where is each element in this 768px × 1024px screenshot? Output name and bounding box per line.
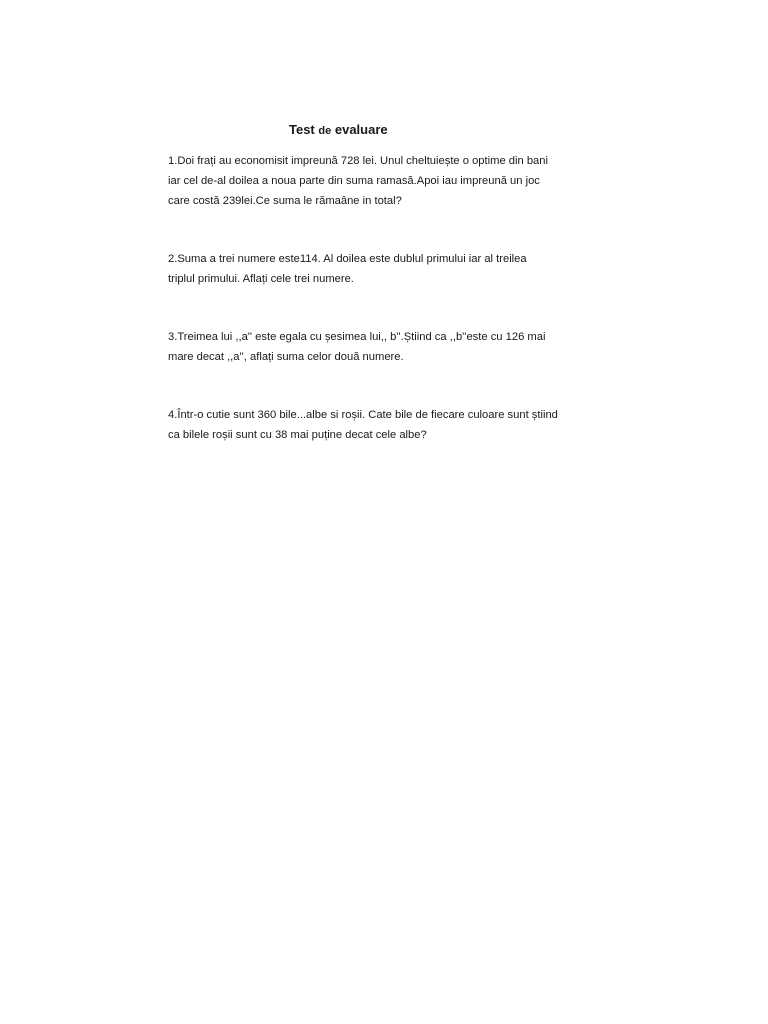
problem-3-line-2: mare decat ,,a'', aflați suma celor două numere.: [168, 351, 404, 363]
problem-3-line-1: 3.Treimea lui ,,a'' este egala cu șesimea lui,, b''.Știind ca ,,b''este cu 126 mai: [168, 331, 546, 343]
problem-2: [168, 249, 618, 289]
title-word-de: de: [318, 125, 332, 137]
problem-1-line-2: iar cel de-al doilea a noua parte din suma ramasă.Apoi iau impreună un joc: [168, 175, 540, 187]
problem-2-line-1: 2.Suma a trei numere este114. Al doilea este dublul primului iar al treilea: [168, 253, 527, 265]
problem-1-line-1: 1.Doi frați au economisit impreună 728 lei. Unul cheltuiește o optime din bani: [168, 155, 548, 167]
problem-2-line-2: triplul primului. Aflați cele trei numere.: [168, 273, 354, 285]
title-word-evaluare: evaluare: [334, 122, 388, 137]
title-word-test: Test: [289, 122, 315, 137]
page-title: [289, 122, 388, 137]
problem-4-line-1: 4.Într-o cutie sunt 360 bile...albe si roșii. Cate bile de fiecare culoare sunt știind: [168, 409, 558, 421]
problem-1-line-3: care costă 239lei.Ce suma le rămaâne in total?: [168, 195, 402, 207]
problem-4: [168, 405, 618, 445]
problem-4-line-2: ca bilele roșii sunt cu 38 mai puține decat cele albe?: [168, 429, 427, 441]
problem-3: [168, 327, 618, 367]
problem-1: [168, 151, 618, 211]
